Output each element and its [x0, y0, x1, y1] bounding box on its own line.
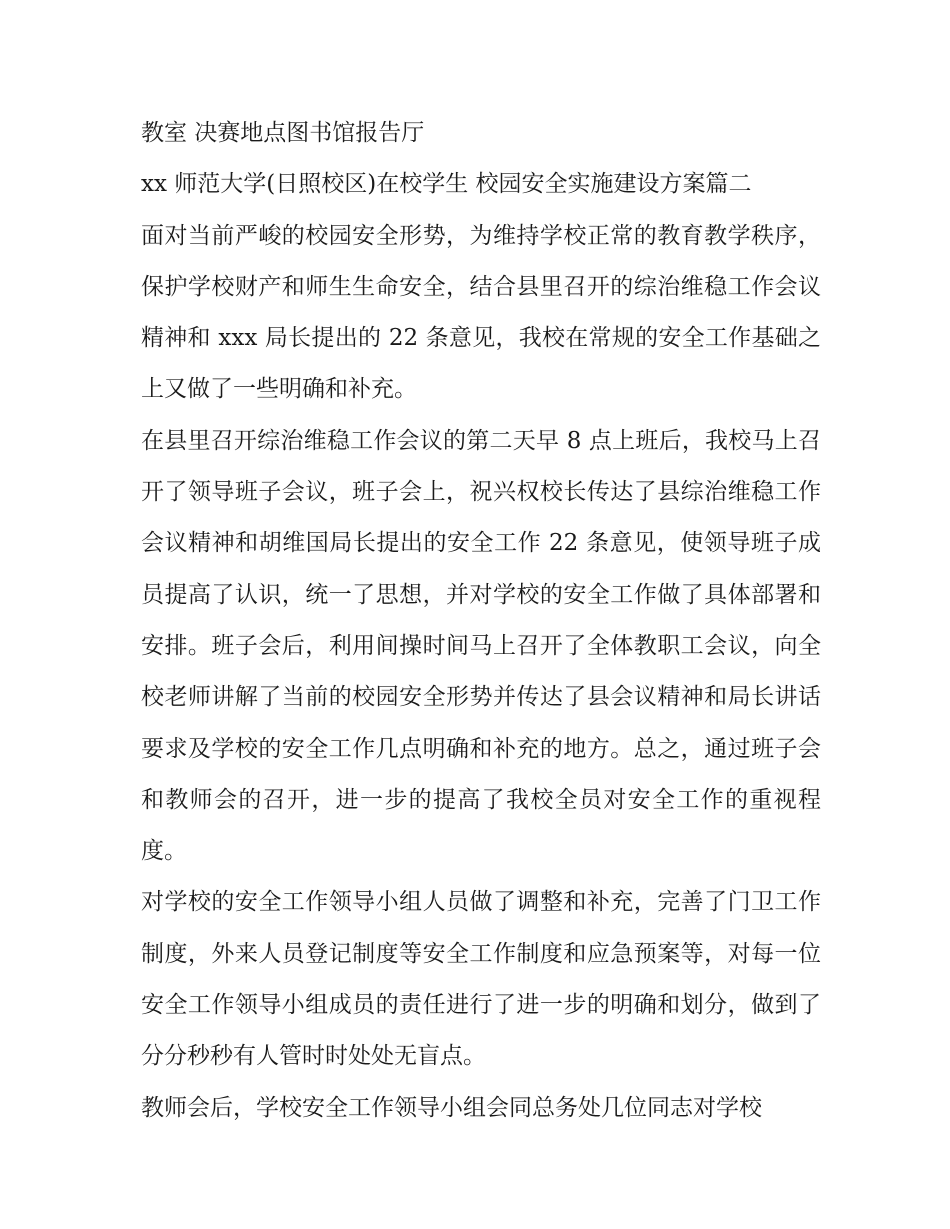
document-body	[141, 108, 821, 1134]
paragraph-heading: xx 师范大学(日照校区)在校学生 校园安全实施建设方案篇二	[141, 171, 752, 198]
paragraph-inspection: 教师会后，学校安全工作领导小组会同总务处几位同志对学校	[141, 1094, 762, 1121]
paragraph-leadership: 对学校的安全工作领导小组人员做了调整和补充，完善了门卫工作制度，外来人员登记制度等安全工作制度和应急预案等，对每一位安全工作领导小组成员的责任进行了进一步的明确和划分，做到了分分秒秒有人管时时处处无盲点。	[141, 889, 821, 1070]
paragraph-venue: 教室 决赛地点图书馆报告厅	[141, 120, 425, 146]
paragraph-intro: 面对当前严峻的校园安全形势，为维持学校正常的教育教学秩序，保护学校财产和师生生命安全，结合县里召开的综治维稳工作会议精神和 xxx 局长提出的 22 条意见，我校在常规的安全工作基础之上又做了一些明确和补充。	[141, 222, 821, 403]
paragraph-meeting: 在县里召开综治维稳工作会议的第二天早 8 点上班后，我校马上召开了领导班子会议，班子会上，祝兴权校长传达了县综治维稳工作会议精神和胡维国局长提出的安全工作 22 条意见，使领导班子成员提高了认识，统一了思想，并对学校的安全工作做了具体部署和安排。班子会后，利用间操时间马上召开了全体教职工会议，向全校老师讲解了当前的校园安全形势并传达了县会议精神和局长讲话要求及学校的安全工作几点明确和补充的地方。总之，通过班子会和教师会的召开，进一步的提高了我校全员对安全工作的重视程度。	[141, 427, 821, 865]
